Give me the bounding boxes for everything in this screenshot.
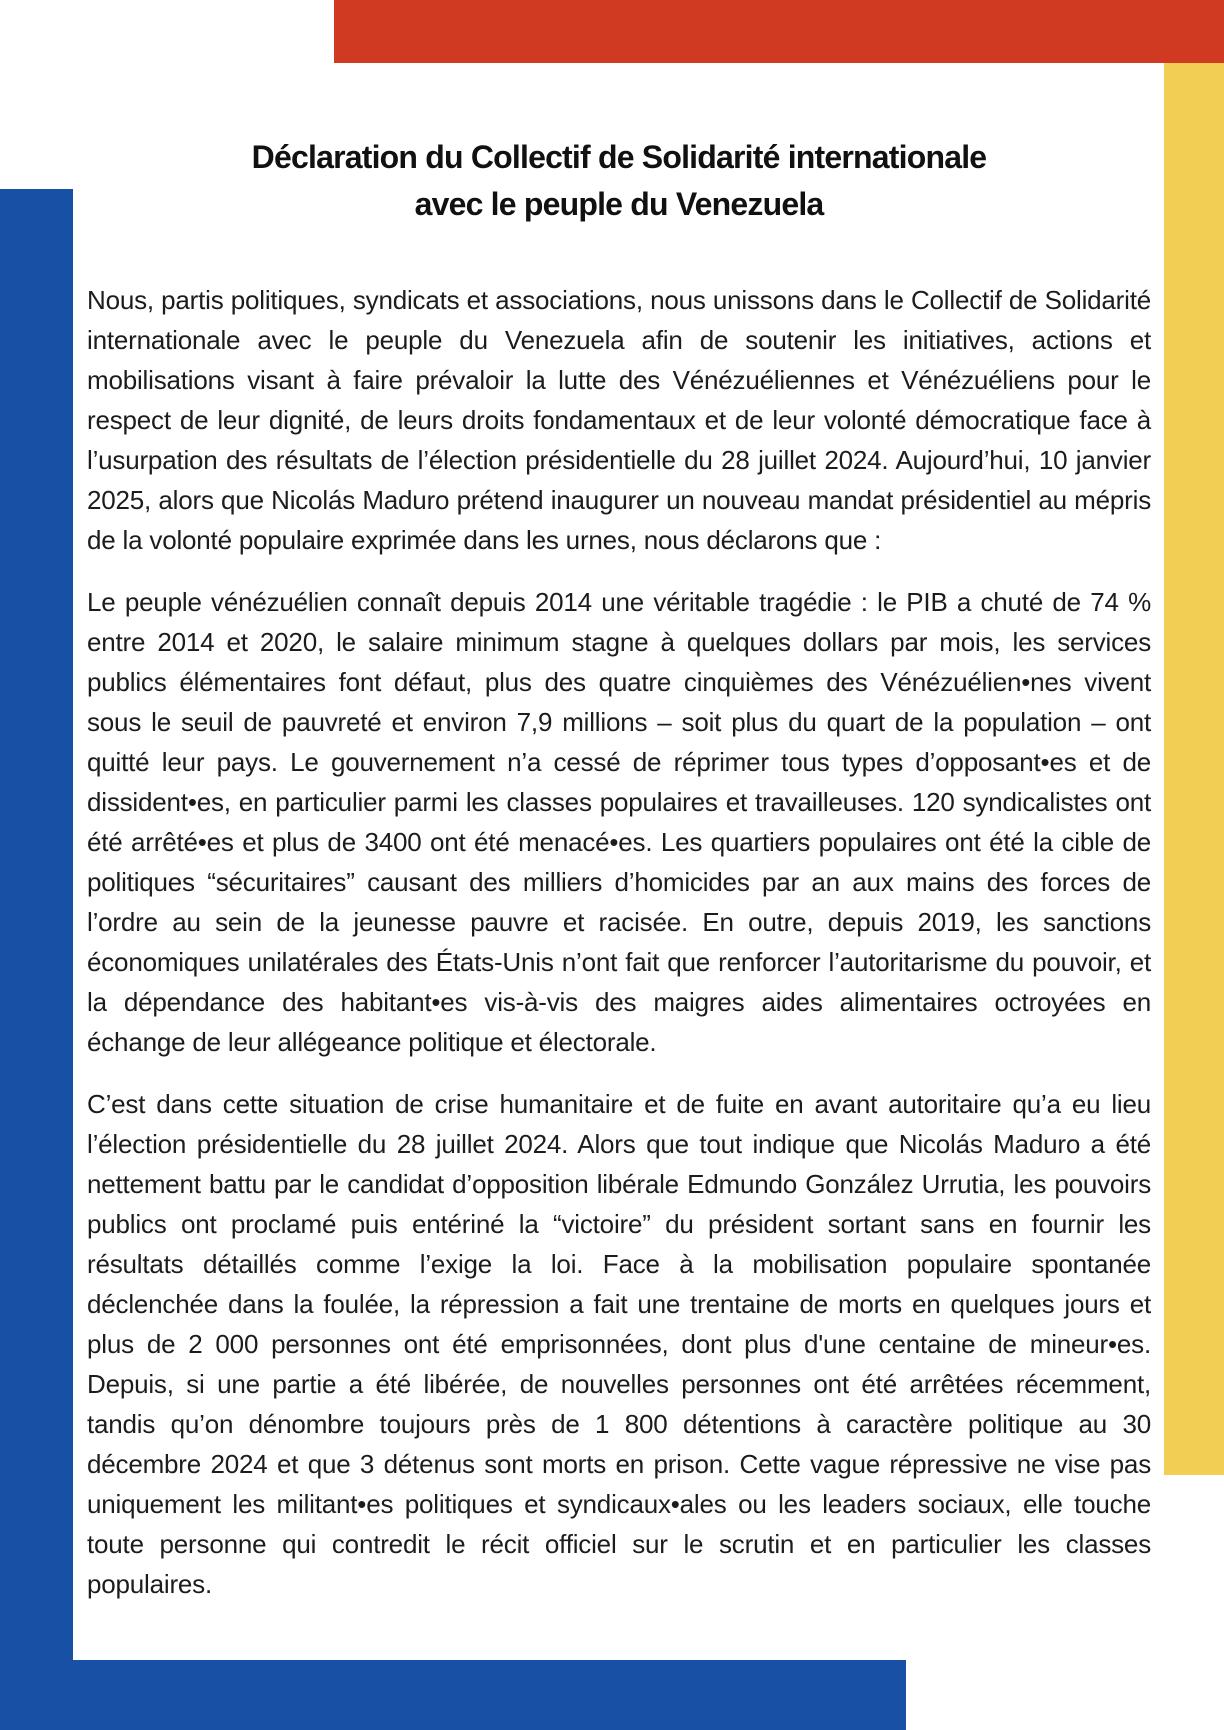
paragraph-election: C’est dans cette situation de crise humanitaire et de fuite en avant autoritaire qu’a eu lieu l’élection présidentielle du 28 juillet 2024. Alors que tout indique que Nicolás Maduro a été nettement battu par le candidat d’opposition libérale Edmundo González Urrutia, les pouvoirs publics ont proclamé puis entériné la “victoire” du président sortant sans en fournir les résultats détaillés comme l’exige la loi. Face à la mobilisation populaire spontanée déclenchée dans la foulée, la répression a fait une trentaine de morts en quelques jours et plus de 2 000 personnes ont été emprisonnées, dont plus d'une centaine de mineur•es. Depuis, si une partie a été libérée, de nouvelles personnes ont été arrêtées récemment, tandis qu’on dénombre toujours près de 1 800 détentions à caractère politique au 30 décembre 2024 et que 3 détenus sont morts en prison. Cette vague répressive ne vise pas uniquement les militant•es politiques et syndicaux•ales ou les leaders sociaux, elle touche toute personne qui contredit le récit officiel sur le scrutin et en particulier les classes populaires. <box>87 1089 1151 1599</box>
top-red-bar <box>334 0 1224 63</box>
document-content <box>87 134 1151 1604</box>
title-line-1: Déclaration du Collectif de Solidarité internationale <box>251 139 987 175</box>
title-line-2: avec le peuple du Venezuela <box>414 186 824 222</box>
bottom-blue-bar <box>0 1660 906 1730</box>
right-yellow-bar <box>1164 63 1224 1475</box>
paragraph-intro: Nous, partis politiques, syndicats et associations, nous unissons dans le Collectif de Solidarité internationale avec le peuple du Venezuela afin de soutenir les initiatives, actions et mobilisations visant à faire prévaloir la lutte des Vénézuéliennes et Vénézuéliens pour le respect de leur dignité, de leurs droits fondamentaux et de leur volonté démocratique face à l’usurpation des résultats de l’élection présidentielle du 28 juillet 2024. Aujourd’hui, 10 janvier 2025, alors que Nicolás Maduro prétend inaugurer un nouveau mandat présidentiel au mépris de la volonté populaire exprimée dans les urnes, nous déclarons que : <box>87 285 1151 555</box>
left-blue-bar <box>0 189 73 1730</box>
document-title <box>87 134 1151 228</box>
paragraph-crisis: Le peuple vénézuélien connaît depuis 2014 une véritable tragédie : le PIB a chuté de 74 % entre 2014 et 2020, le salaire minimum stagne à quelques dollars par mois, les services publics élémentaires font défaut, plus des quatre cinquièmes des Vénézuélien•nes vivent sous le seuil de pauvreté et environ 7,9 millions – soit plus du quart de la population – ont quitté leur pays. Le gouvernement n’a cessé de réprimer tous types d’opposant•es et de dissident•es, en particulier parmi les classes populaires et travailleuses. 120 syndicalistes ont été arrêté•es et plus de 3400 ont été menacé•es. Les quartiers populaires ont été la cible de politiques “sécuritaires” causant des milliers d’homicides par an aux mains des forces de l’ordre au sein de la jeunesse pauvre et racisée. En outre, depuis 2019, les sanctions économiques unilatérales des États-Unis n’ont fait que renforcer l’autoritarisme du pouvoir, et la dépendance des habitant•es vis-à-vis des maigres aides alimentaires octroyées en échange de leur allégeance politique et électorale. <box>87 587 1151 1057</box>
